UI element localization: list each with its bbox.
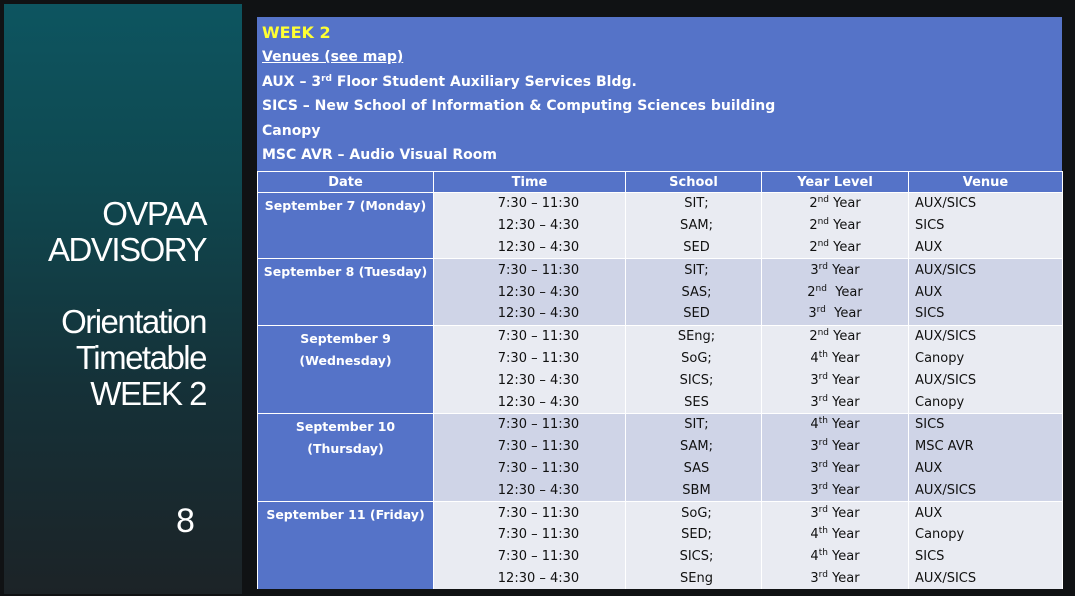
school-cell: SED; <box>626 524 762 546</box>
school-cell: SAS; <box>626 281 762 303</box>
date-cell: September 11 (Friday) <box>258 502 434 590</box>
title-line: Timetable <box>75 339 206 376</box>
table-header-row <box>258 172 1063 193</box>
venue-sics: SICS – New School of Information & Computing Sciences building <box>262 98 776 115</box>
venue-cell: MSC AVR <box>909 436 1063 458</box>
table-row <box>258 413 1063 435</box>
column-header: Time <box>434 172 626 193</box>
venue-cell: AUX/SICS <box>909 325 1063 347</box>
time-cell: 7:30 – 11:30 <box>434 546 626 568</box>
time-cell: 7:30 – 11:30 <box>434 193 626 215</box>
table-row <box>258 259 1063 281</box>
year-level-cell: 3rd Year <box>762 259 909 281</box>
table-row <box>258 193 1063 215</box>
venue-cell: Canopy <box>909 524 1063 546</box>
year-level-cell: 4th Year <box>762 413 909 435</box>
venue-msc: MSC AVR – Audio Visual Room <box>262 147 497 164</box>
date-cell: September 10 (Thursday) <box>258 413 434 501</box>
school-cell: SES <box>626 391 762 413</box>
title-line: WEEK 2 <box>90 375 206 412</box>
time-cell: 12:30 – 4:30 <box>434 369 626 391</box>
school-cell: SED <box>626 303 762 325</box>
time-cell: 12:30 – 4:30 <box>434 303 626 325</box>
title-line: OVPAA <box>102 195 206 232</box>
year-level-cell: 3rd Year <box>762 502 909 524</box>
time-cell: 7:30 – 11:30 <box>434 458 626 480</box>
date-cell: September 8 (Tuesday) <box>258 259 434 325</box>
time-cell: 7:30 – 11:30 <box>434 524 626 546</box>
time-cell: 7:30 – 11:30 <box>434 436 626 458</box>
venue-cell: SICS <box>909 303 1063 325</box>
school-cell: SAS <box>626 458 762 480</box>
time-cell: 7:30 – 11:30 <box>434 325 626 347</box>
school-cell: SICS; <box>626 546 762 568</box>
venue-cell: AUX/SICS <box>909 193 1063 215</box>
year-level-cell: 4th Year <box>762 524 909 546</box>
date-cell: September 7 (Monday) <box>258 193 434 259</box>
schedule-table <box>257 171 1063 589</box>
venue-cell: SICS <box>909 546 1063 568</box>
venue-aux: AUX – 3rd Floor Student Auxiliary Services Bldg. <box>262 73 637 90</box>
year-level-cell: 2nd Year <box>762 281 909 303</box>
sidebar-panel <box>4 4 242 594</box>
year-level-cell: 4th Year <box>762 348 909 370</box>
venue-cell: AUX <box>909 502 1063 524</box>
year-level-cell: 3rd Year <box>762 458 909 480</box>
page-number: 8 <box>176 502 195 540</box>
school-cell: SEng; <box>626 325 762 347</box>
venue-cell: AUX <box>909 458 1063 480</box>
venue-cell: AUX <box>909 281 1063 303</box>
venue-cell: AUX/SICS <box>909 568 1063 590</box>
week-heading: WEEK 2 <box>262 23 331 42</box>
schedule-body <box>258 193 1063 590</box>
time-cell: 12:30 – 4:30 <box>434 479 626 501</box>
content-panel <box>257 17 1062 589</box>
year-level-cell: 2nd Year <box>762 215 909 237</box>
school-cell: SIT; <box>626 193 762 215</box>
year-level-cell: 3rd Year <box>762 568 909 590</box>
school-cell: SED <box>626 237 762 259</box>
time-cell: 12:30 – 4:30 <box>434 237 626 259</box>
year-level-cell: 3rd Year <box>762 391 909 413</box>
venue-header <box>257 17 1062 171</box>
venue-cell: Canopy <box>909 348 1063 370</box>
time-cell: 12:30 – 4:30 <box>434 281 626 303</box>
time-cell: 7:30 – 11:30 <box>434 259 626 281</box>
venue-cell: SICS <box>909 215 1063 237</box>
year-level-cell: 2nd Year <box>762 237 909 259</box>
title-line: Orientation <box>61 303 206 340</box>
school-cell: SBM <box>626 479 762 501</box>
venue-cell: Canopy <box>909 391 1063 413</box>
title-line: ADVISORY <box>48 231 206 268</box>
time-cell: 7:30 – 11:30 <box>434 348 626 370</box>
year-level-cell: 3rd Year <box>762 436 909 458</box>
venues-heading: Venues (see map) <box>262 49 404 65</box>
school-cell: SICS; <box>626 369 762 391</box>
venue-canopy: Canopy <box>262 122 321 139</box>
venue-cell: AUX/SICS <box>909 479 1063 501</box>
column-header: Date <box>258 172 434 193</box>
year-level-cell: 2nd Year <box>762 325 909 347</box>
school-cell: SIT; <box>626 413 762 435</box>
school-cell: SEng <box>626 568 762 590</box>
school-cell: SIT; <box>626 259 762 281</box>
venue-cell: AUX/SICS <box>909 259 1063 281</box>
venue-cell: SICS <box>909 413 1063 435</box>
venue-cell: AUX/SICS <box>909 369 1063 391</box>
column-header: Venue <box>909 172 1063 193</box>
time-cell: 12:30 – 4:30 <box>434 391 626 413</box>
column-header: School <box>626 172 762 193</box>
table-row <box>258 502 1063 524</box>
column-header: Year Level <box>762 172 909 193</box>
year-level-cell: 3rd Year <box>762 369 909 391</box>
school-cell: SoG; <box>626 502 762 524</box>
date-cell: September 9 (Wednesday) <box>258 325 434 413</box>
table-row <box>258 325 1063 347</box>
year-level-cell: 3rd Year <box>762 479 909 501</box>
school-cell: SoG; <box>626 348 762 370</box>
venue-cell: AUX <box>909 237 1063 259</box>
time-cell: 7:30 – 11:30 <box>434 413 626 435</box>
school-cell: SAM; <box>626 215 762 237</box>
slide-title <box>48 196 206 412</box>
year-level-cell: 3rd Year <box>762 303 909 325</box>
time-cell: 12:30 – 4:30 <box>434 215 626 237</box>
time-cell: 12:30 – 4:30 <box>434 568 626 590</box>
year-level-cell: 2nd Year <box>762 193 909 215</box>
year-level-cell: 4th Year <box>762 546 909 568</box>
time-cell: 7:30 – 11:30 <box>434 502 626 524</box>
school-cell: SAM; <box>626 436 762 458</box>
